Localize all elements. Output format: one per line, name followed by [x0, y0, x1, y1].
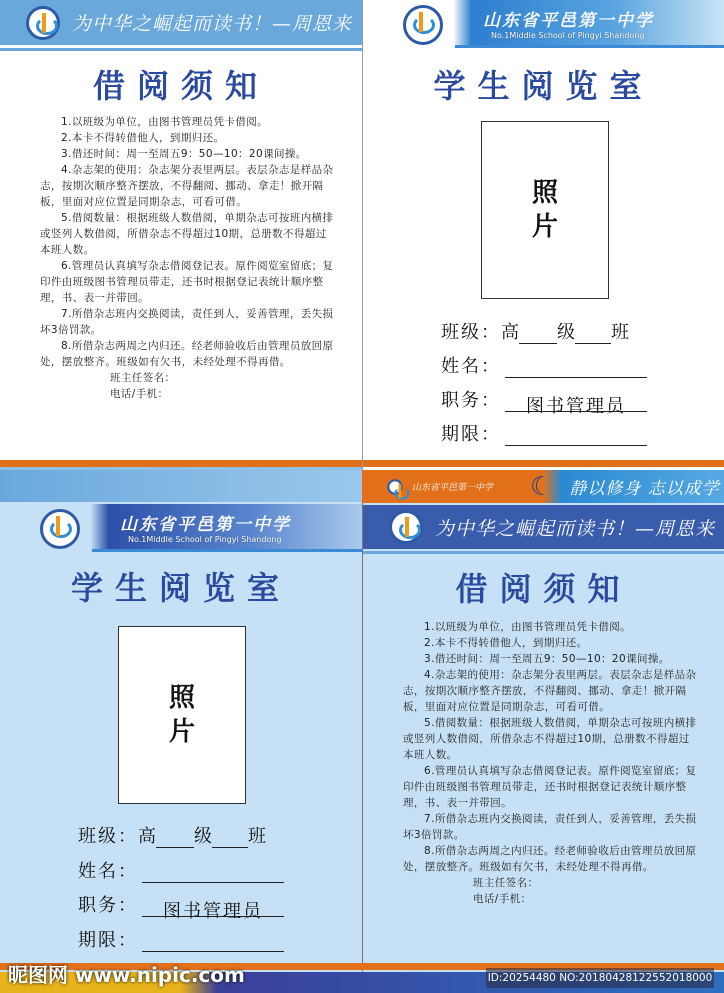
photo-label: 照片 [168, 683, 195, 747]
phone-label: 电话/手机： [110, 388, 169, 400]
blue-band [0, 470, 362, 502]
school-name-cn: 山东省平邑第一中学 [412, 483, 494, 493]
class-label: 班级： [441, 322, 501, 343]
rule-item: 1.以班级为单位，由图书管理员凭卡借阅。 [424, 621, 632, 633]
class-blank[interactable] [212, 828, 248, 848]
signature-label: 班主任签名： [110, 372, 176, 384]
notice-rules [40, 114, 336, 402]
orange-stripe [363, 460, 724, 467]
notice-title: 借阅须知 [455, 570, 632, 608]
rule-item: 1.以班级为单位，由图书管理员凭卡借阅。 [61, 116, 269, 128]
school-logo-icon [387, 479, 402, 494]
rule-item: 2.本卡不得转借他人，到期归还。 [424, 637, 588, 649]
card-title: 学生阅览室 [433, 67, 654, 105]
notice-title: 借阅须知 [92, 67, 269, 105]
term-blank[interactable] [142, 932, 284, 952]
rule-item: 5.借阅数量：根据班级人数借阅，单期杂志可按班内横排或竖列人数借阅，所借杂志不得超过10期，总册数不得超过本班人数。 [40, 212, 334, 256]
photo-box [118, 626, 246, 804]
divider [92, 549, 362, 552]
phone-label: 电话/手机： [473, 893, 532, 905]
name-blank[interactable] [505, 358, 647, 378]
school-banner [363, 0, 724, 48]
motto-banner [362, 470, 724, 503]
class-field [78, 822, 266, 848]
school-logo-icon [403, 5, 443, 45]
school-name-cn: 山东省平邑第一中学 [483, 11, 654, 31]
school-name-en: No.1Middle School of Pingyi Shandong [128, 535, 282, 544]
grade-suffix: 级 [194, 826, 212, 847]
term-blank[interactable] [505, 426, 647, 446]
grade-blank[interactable] [519, 324, 557, 344]
school-name-en: No.1Middle School of Pingyi Shandong [491, 31, 645, 40]
watermark-site: 昵图网 www.nipic.com [8, 963, 245, 987]
school-name-cn: 山东省平邑第一中学 [120, 515, 291, 535]
rule-item: 2.本卡不得转借他人，到期归还。 [61, 132, 225, 144]
watermark-id: ID:20254480 NO:20180428122552018000 [486, 968, 714, 988]
role-value: 图书管理员 [142, 897, 284, 917]
school-logo-icon [389, 510, 423, 544]
term-field [441, 420, 647, 446]
term-label: 期限： [441, 424, 501, 445]
rule-item: 4.杂志架的使用：杂志架分表里两层。表层杂志是样品杂志，按期次顺序整齐摆放，不得翻阅、挪动、拿走！掀开隔板，里面对应位置是同期杂志，可看可借。 [40, 164, 334, 208]
reading-room-card-top [362, 0, 724, 470]
quote-text: 为中华之崛起而读书！—周恩来 [435, 517, 716, 540]
rule-item: 6.管理员认真填写杂志借阅登记表。原件阅览室留底；复印件由班级图书管理员带走，还书时根据登记表统计顺序整理，书、表一并带回。 [403, 765, 697, 809]
name-label: 姓名： [78, 861, 138, 882]
rule-item: 4.杂志架的使用：杂志架分表里两层。表层杂志是样品杂志，按期次顺序整齐摆放，不得翻阅、挪动、拿走！掀开隔板，里面对应位置是同期杂志，可看可借。 [403, 669, 697, 713]
school-banner [0, 504, 362, 552]
divider [0, 48, 362, 51]
signature-label: 班主任签名： [473, 877, 539, 889]
divider [363, 551, 724, 554]
role-field [441, 386, 647, 417]
divider [455, 45, 724, 48]
term-field [78, 926, 284, 952]
photo-label: 照片 [531, 178, 558, 242]
class-prefix: 高 [501, 322, 519, 343]
notice-card-top [0, 0, 362, 470]
school-logo-icon [26, 6, 60, 40]
grade-suffix: 级 [557, 322, 575, 343]
role-label: 职务： [78, 895, 138, 916]
rule-item: 6.管理员认真填写杂志借阅登记表。原件阅览室留底；复印件由班级图书管理员带走，还书时根据登记表统计顺序整理，书、表一并带回。 [40, 260, 334, 304]
quote-banner [363, 505, 724, 549]
role-label: 职务： [441, 390, 501, 411]
reading-room-card-bottom [0, 502, 362, 993]
rule-item: 3.借还时间：周一至周五9：50—10：20课间操。 [61, 148, 307, 160]
rule-item: 8.所借杂志两周之内归还。经老师验收后由管理员放回原处，摆放整齐。班级如有欠书，未经处理不得再借。 [40, 340, 334, 368]
name-field [78, 857, 284, 883]
role-field [78, 891, 284, 922]
class-prefix: 高 [138, 826, 156, 847]
school-logo-icon [40, 509, 80, 549]
grade-blank[interactable] [156, 828, 194, 848]
class-blank[interactable] [575, 324, 611, 344]
class-suffix: 班 [248, 826, 266, 847]
orange-stripe [0, 460, 362, 467]
rule-item: 8.所借杂志两周之内归还。经老师验收后由管理员放回原处，摆放整齐。班级如有欠书，未经处理不得再借。 [403, 845, 697, 873]
notice-card-bottom [362, 503, 724, 993]
photo-box [481, 121, 609, 299]
class-label: 班级： [78, 826, 138, 847]
rule-item: 7.所借杂志班内交换阅读，责任到人，妥善管理，丢失损坏3倍罚款。 [40, 308, 334, 336]
motto-text: 静以修身 志以成学 [569, 479, 720, 499]
moon-icon: ☾ [530, 471, 554, 502]
card-title: 学生阅览室 [70, 569, 291, 607]
name-field [441, 352, 647, 378]
rule-item: 3.借还时间：周一至周五9：50—10：20课间操。 [424, 653, 670, 665]
name-label: 姓名： [441, 356, 501, 377]
name-blank[interactable] [142, 863, 284, 883]
class-field [441, 318, 629, 344]
quote-text: 为中华之崛起而读书！—周恩来 [72, 13, 353, 35]
role-value: 图书管理员 [505, 392, 647, 412]
rule-item: 7.所借杂志班内交换阅读，责任到人，妥善管理，丢失损坏3倍罚款。 [403, 813, 697, 841]
rule-item: 5.借阅数量：根据班级人数借阅，单期杂志可按班内横排或竖列人数借阅，所借杂志不得超过10期，总册数不得超过本班人数。 [403, 717, 697, 761]
class-suffix: 班 [611, 322, 629, 343]
notice-rules [403, 619, 699, 907]
term-label: 期限： [78, 930, 138, 951]
quote-banner [0, 0, 362, 45]
